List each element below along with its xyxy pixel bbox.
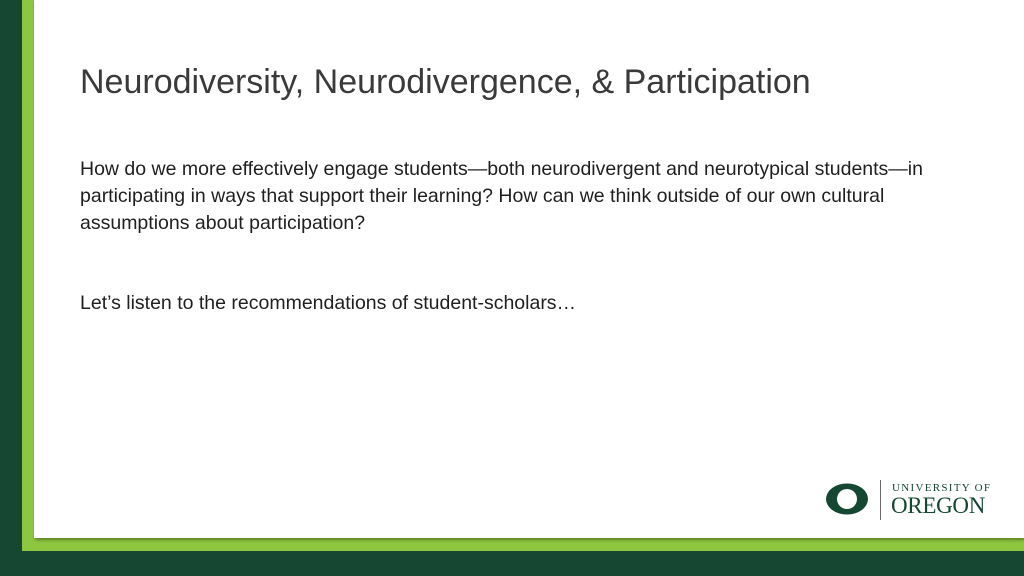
logo-divider bbox=[880, 480, 881, 520]
left-accent-band bbox=[22, 0, 34, 551]
slide-title: Neurodiversity, Neurodivergence, & Participation bbox=[80, 63, 811, 101]
logo-oregon: OREGON bbox=[891, 493, 986, 518]
university-logo bbox=[824, 476, 1004, 524]
logo-university-of: UNIVERSITY OF bbox=[892, 482, 992, 494]
body-paragraph-closing: Let’s listen to the recommendations of student-scholars… bbox=[80, 292, 577, 314]
body-paragraph-question: How do we more effectively engage students—both neurodivergent and neurotypical students—in participating in ways that support their learning? How can we think outside of our own cultural assumptions about participation? bbox=[80, 158, 923, 234]
slide-canvas bbox=[34, 0, 1024, 538]
uo-o-icon bbox=[824, 482, 870, 516]
bottom-accent-band bbox=[22, 538, 1024, 551]
